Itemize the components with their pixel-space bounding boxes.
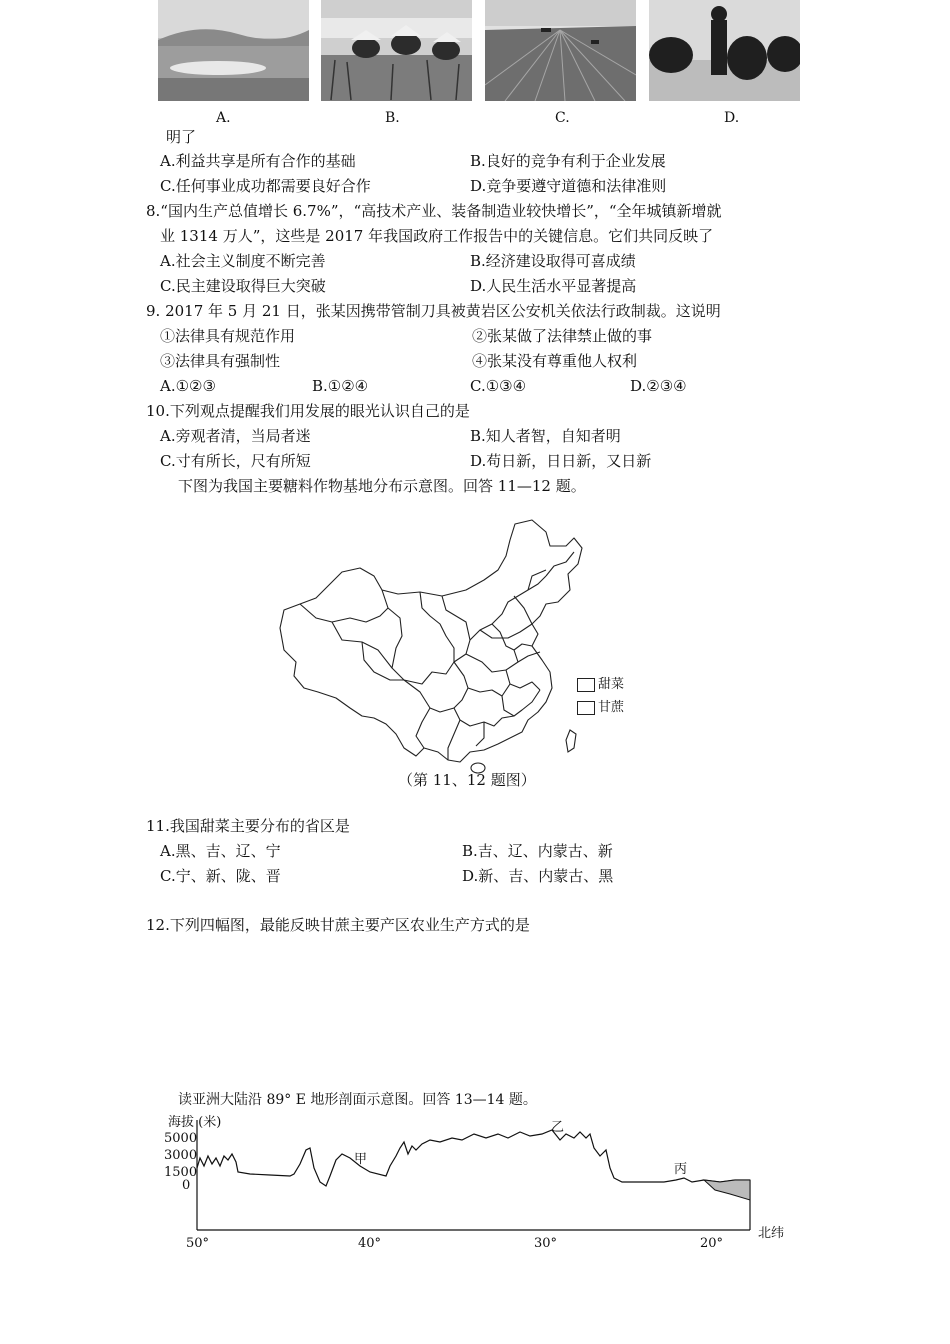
profile-xunit: 北纬 <box>758 1226 785 1241</box>
q10-option-b: B.知人者智，自知者明 <box>470 427 621 445</box>
profile-xtick-30: 30° <box>534 1236 558 1251</box>
q10-stem: 10.下列观点提醒我们用发展的眼光认识自己的是 <box>146 402 470 420</box>
profile-ytick-5000: 5000 <box>164 1131 198 1146</box>
q7-continuation: 明了 <box>166 128 197 146</box>
profile-mark-yi: 乙 <box>551 1120 565 1135</box>
q9-item-4: ④张某没有尊重他人权利 <box>472 352 638 370</box>
legend-sugarcane-label: 甘蔗 <box>598 700 625 715</box>
q8-option-c: C.民主建设取得巨大突破 <box>160 277 326 295</box>
q7-option-b: B.良好的竞争有利于企业发展 <box>470 152 666 170</box>
map-intro: 下图为我国主要糖料作物基地分布示意图。回答 11—12 题。 <box>178 477 586 495</box>
q11-option-d: D.新、吉、内蒙古、黑 <box>462 867 614 885</box>
q11-stem: 11.我国甜菜主要分布的省区是 <box>146 817 350 835</box>
q7-option-d: D.竞争要遵守道德和法律准则 <box>470 177 667 195</box>
map-caption: （第 11、12 题图） <box>398 771 536 789</box>
china-outline-icon <box>270 512 690 777</box>
q9-stem: 9. 2017 年 5 月 21 日，张某因携带管制刀具被黄岩区公安机关依法行政制裁。这说明 <box>146 302 721 320</box>
q11-option-c: C.宁、新、陇、晋 <box>160 867 281 885</box>
photo-c <box>485 0 636 101</box>
legend-swatch-icon <box>577 678 595 692</box>
photo-d <box>649 0 800 101</box>
profile-xtick-50: 50° <box>186 1236 210 1251</box>
q8-stem-line2: 业 1314 万人”，这些是 2017 年我国政府工作报告中的关键信息。它们共同反映了 <box>160 227 714 245</box>
q10-option-a: A.旁观者清，当局者迷 <box>160 427 311 445</box>
q9-option-a: A.①②③ <box>160 377 216 395</box>
plowed-farmland-icon <box>485 0 636 101</box>
legend-beet <box>577 673 624 692</box>
q11-option-a: A.黑、吉、辽、宁 <box>160 842 281 860</box>
profile-ytick-3000: 3000 <box>164 1148 198 1163</box>
q9-item-1: ①法律具有规范作用 <box>160 327 296 345</box>
q9-item-3: ③法律具有强制性 <box>160 352 281 370</box>
profile-intro: 读亚洲大陆沿 89° E 地形剖面示意图。回答 13—14 题。 <box>178 1092 537 1108</box>
photo-label-d: D. <box>724 110 740 126</box>
q9-option-b: B.①②④ <box>312 377 369 395</box>
legend-swatch-icon <box>577 701 595 715</box>
q12-stem: 12.下列四幅图，最能反映甘蔗主要产区农业生产方式的是 <box>146 916 530 934</box>
q8-option-d: D.人民生活水平显著提高 <box>470 277 637 295</box>
photo-label-c: C. <box>555 110 570 126</box>
china-map <box>270 512 690 777</box>
rice-field-workers-icon <box>321 0 472 101</box>
grassland-sheep-icon <box>158 0 309 101</box>
q10-option-d: D.苟日新，日日新，又日新 <box>470 452 652 470</box>
q9-item-2: ②张某做了法律禁止做的事 <box>472 327 653 345</box>
profile-ylabel: 海拔 (米) <box>168 1115 222 1130</box>
photo-label-b: B. <box>385 110 400 126</box>
profile-mark-jia: 甲 <box>354 1152 368 1167</box>
q9-option-c: C.①③④ <box>470 377 527 395</box>
q8-stem-line1: 8.“国内生产总值增长 6.7%”，“高技术产业、装备制造业较快增长”，“全年城镇新增就 <box>146 202 722 220</box>
profile-ytick-0: 0 <box>182 1178 191 1193</box>
q8-option-b: B.经济建设取得可喜成绩 <box>470 252 636 270</box>
profile-ytick-1500: 1500 <box>164 1165 198 1180</box>
profile-xtick-40: 40° <box>358 1236 382 1251</box>
q7-option-c: C.任何事业成功都需要良好合作 <box>160 177 371 195</box>
q9-option-d: D.②③④ <box>630 377 687 395</box>
q7-option-a: A.利益共享是所有合作的基础 <box>160 152 356 170</box>
profile-xtick-20: 20° <box>700 1236 724 1251</box>
legend-sugarcane <box>577 696 624 715</box>
profile-mark-bing: 丙 <box>674 1162 688 1177</box>
q11-option-b: B.吉、辽、内蒙古、新 <box>462 842 613 860</box>
q8-option-a: A.社会主义制度不断完善 <box>160 252 326 270</box>
legend-beet-label: 甜菜 <box>598 677 625 692</box>
yak-herding-icon <box>649 0 800 101</box>
photo-label-a: A. <box>216 110 231 126</box>
q10-option-c: C.寸有所长，尺有所短 <box>160 452 311 470</box>
photo-a <box>158 0 309 101</box>
photo-b <box>321 0 472 101</box>
